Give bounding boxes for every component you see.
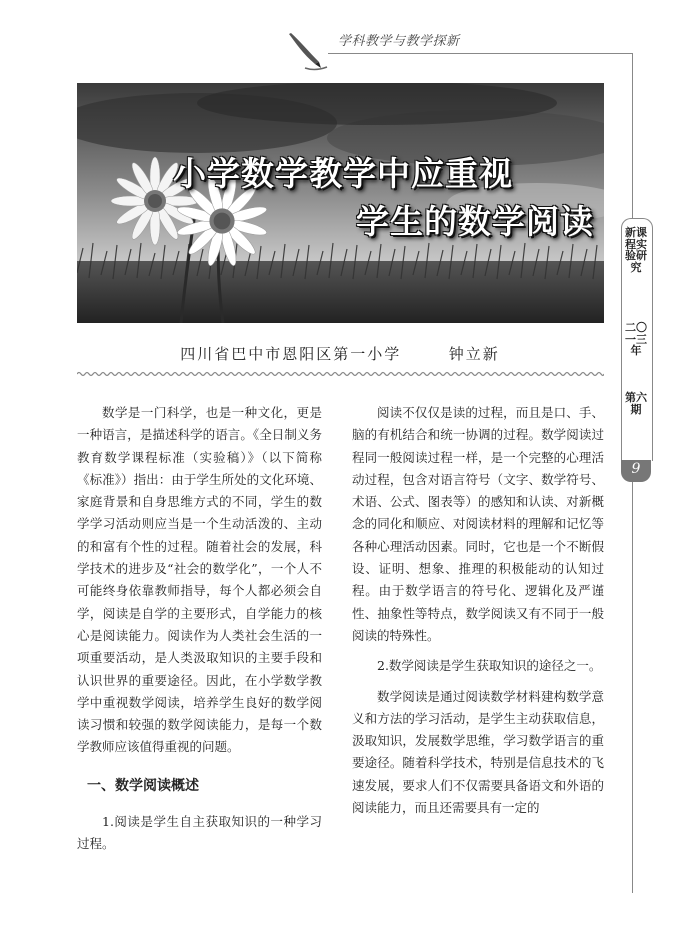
- section-heading: 一、数学阅读概述: [87, 777, 199, 794]
- subsection-heading: 2.数学阅读是学生获取知识的途径之一。: [377, 658, 602, 674]
- paragraph: 数学阅读是通过阅读数学材料建构数学意义和方法的学习活动，是学生主动获取信息，汲取知识，发展数学思维，学习数学语言的重要途径。随着科学技术，特别是信息技术的飞速发展，要求人们不仅需要具备语文和外语的阅读能力，而且还需要具有一定的: [352, 688, 604, 816]
- author-affiliation: 四川省巴中市恩阳区第一小学: [180, 345, 402, 363]
- paragraph: 数学是一门科学，也是一种文化，更是一种语言，是描述科学的语言。《全日制义务教育数学课程标准（实验稿）》（以下简称《标准》）指出：由于学生所处的文化环境、家庭背景和自身思维方式的不同，学生的数学学习活动则应当是一个生动活泼的、主动的和富有个性的过程。随着社会的发展，科学技术的进步及“社会的数学化”，一个人不可能终身依靠教师指导，每个人都必须会自学，阅读是自学的主要形式，自学能力的核心是阅读能力。阅读作为人类社会生活的一项重要活动，是人类汲取知识的主要手段和认识世界的重要途径。因此，在小学数学教学中重视数学阅读，培养学生良好的数学阅读习惯和较强的数学阅读能力，是每一个数学教师应该值得重视的问题。: [77, 405, 322, 755]
- header-title: 学科教学与教学探新: [338, 34, 460, 49]
- body-column-right: [352, 402, 604, 819]
- article-title-line-2: 学生的数学阅读: [356, 202, 594, 241]
- page-number: 9: [631, 461, 641, 477]
- body-column-left: [77, 402, 322, 856]
- article-title-line-1: 小学数学教学中应重视: [173, 154, 513, 193]
- author-name: 钟立新: [448, 345, 500, 363]
- paragraph: 1.阅读是学生自主获取知识的一种学习过程。: [77, 814, 322, 852]
- ornamental-divider: [77, 371, 604, 377]
- pen-icon: [285, 32, 329, 72]
- header-rule: [328, 53, 633, 54]
- side-year: 二〇一三年: [625, 321, 647, 357]
- paragraph: 阅读不仅仅是读的过程，而且是口、手、脑的有机结合和统一协调的过程。数学阅读过程同一般阅读过程一样，是一个完整的心理活动过程，包含对语言符号（文字、数学符号、术语、公式、图表等）的感知和认读、对新概念的同化和顺应、对阅读材料的理解和记忆等各种心理活动因素。同时，它也是一个不断假设、证明、想象、推理的积极能动的认知过程。由于数学语言的符号化、逻辑化及严谨性、抽象性等特点，数学阅读又有不同于一般阅读的特殊性。: [352, 405, 604, 643]
- byline: [0, 343, 680, 364]
- side-issue: 第六期: [625, 391, 647, 416]
- side-journal-name: 新课程实验研究: [625, 226, 647, 274]
